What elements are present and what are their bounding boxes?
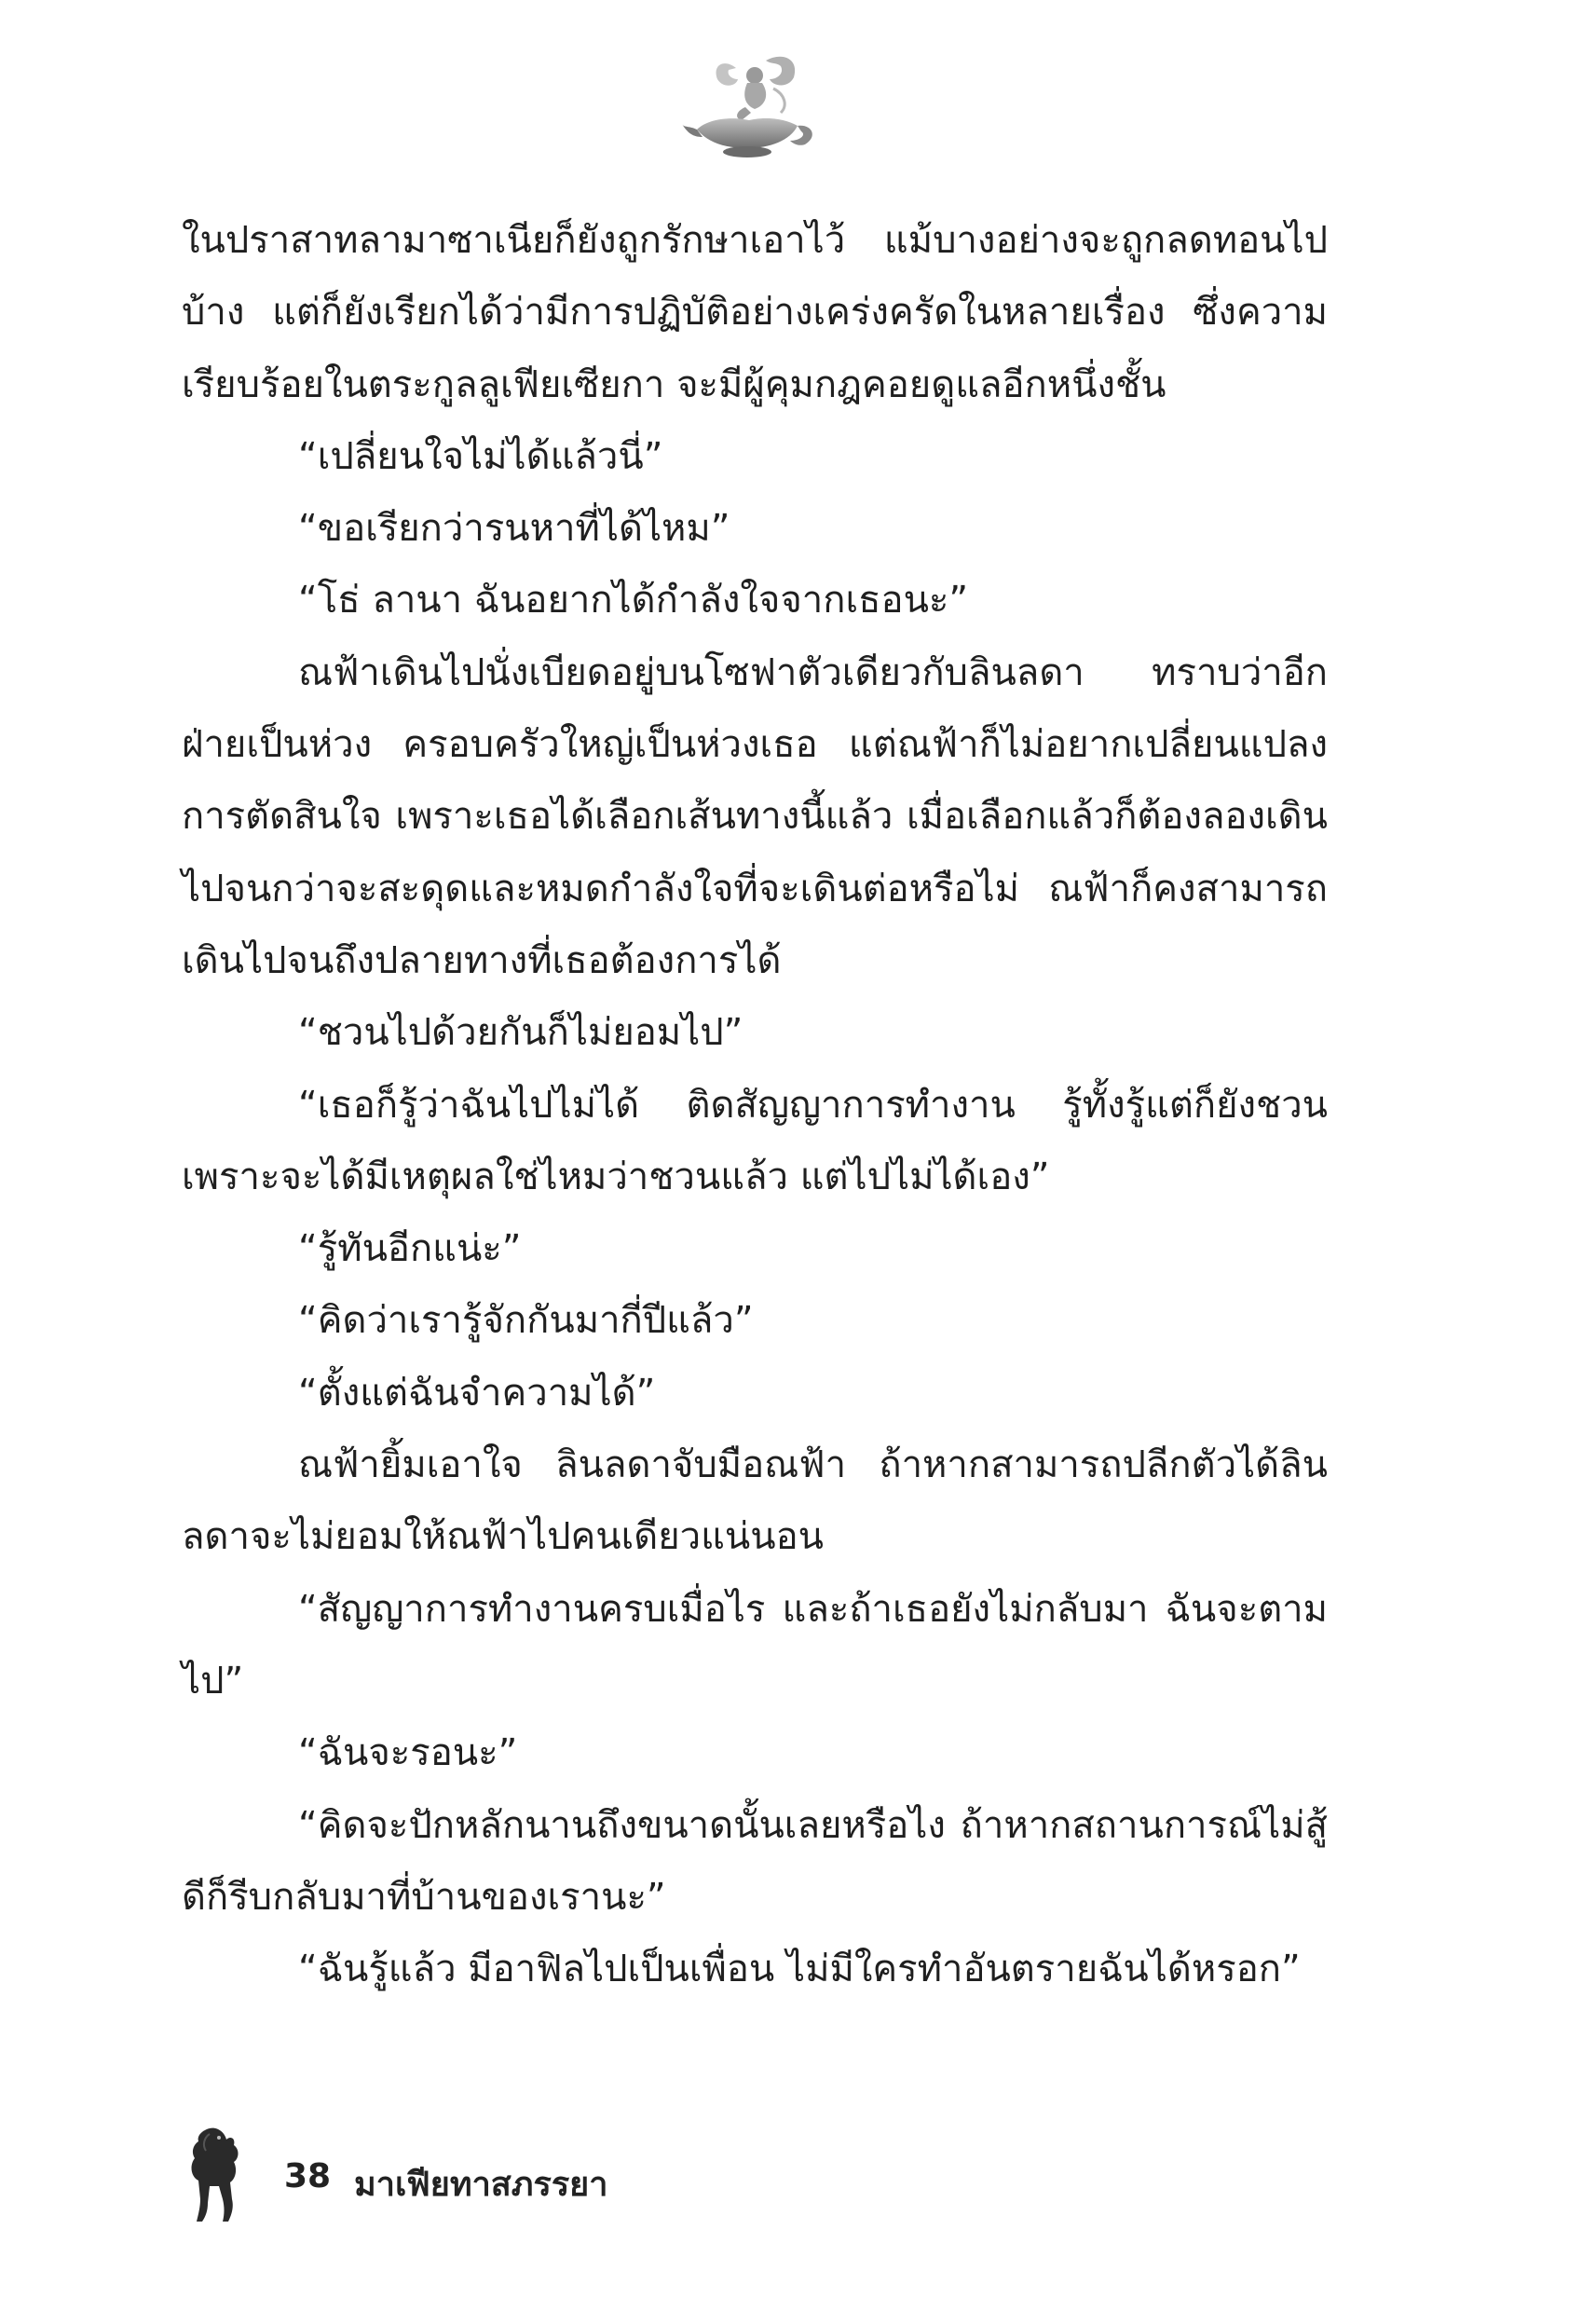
paragraph-9: “คิดว่าเรารู้จักกันมากี่ปีแล้ว” bbox=[298, 1299, 754, 1343]
horse-icon bbox=[182, 2125, 247, 2225]
paragraph-7: “เธอก็รู้ว่าฉันไปไม่ได้ ติดสัญญาการทำงาน รู้ทั้งรู้แต่ก็ยังชวนเพราะจะได้มีเหตุผลใช่ไหมว่าชวนแล้ว แต่ไปไม่ได้เอง” bbox=[182, 1083, 1328, 1198]
paragraph-1: ในปราสาทลามาซาเนียก็ยังถูกรักษาเอาไว้ แม้บางอย่างจะถูกลดทอนไปบ้าง แต่ก็ยังเรียกได้ว่ามีการปฏิบัติอย่างเคร่งครัดในหลายเรื่อง ซึ่งความเรียบร้อยในตระกูลลูเฟียเซียกา จะมีผู้คุมกฎคอยดูแลอีกหนึ่งชั้น bbox=[182, 219, 1328, 406]
paragraph-2: “เปลี่ยนใจไม่ได้แล้วนี่” bbox=[298, 434, 663, 478]
page-footer bbox=[182, 2125, 1020, 2227]
body-text bbox=[182, 205, 1328, 2005]
paragraph-10: “ตั้งแต่ฉันจำความได้” bbox=[298, 1371, 656, 1415]
book-title: มาเฟียทาสภรรยา bbox=[354, 2166, 608, 2204]
cupid-lamp-ornament-icon bbox=[680, 51, 820, 163]
paragraph-8: “รู้ทันอีกแน่ะ” bbox=[298, 1227, 522, 1271]
paragraph-4: “โธ่ ลานา ฉันอยากได้กำลังใจจากเธอนะ” bbox=[298, 579, 969, 622]
paragraph-12: “สัญญาการทำงานครบเมื่อไร และถ้าเธอยังไม่กลับมา ฉันจะตามไป” bbox=[182, 1587, 1328, 1702]
paragraph-14: “คิดจะปักหลักนานถึงขนาดนั้นเลยหรือไง ถ้าหากสถานการณ์ไม่สู้ดีก็รีบกลับมาที่บ้านของเรานะ” bbox=[182, 1803, 1328, 1919]
paragraph-11: ณฟ้ายิ้มเอาใจ ลินลดาจับมือณฟ้า ถ้าหากสามารถปลีกตัวได้ลินลดาจะไม่ยอมให้ณฟ้าไปคนเดียวแน่นอน bbox=[182, 1443, 1328, 1559]
paragraph-5: ณฟ้าเดินไปนั่งเบียดอยู่บนโซฟาตัวเดียวกับลินลดา ทราบว่าอีกฝ่ายเป็นห่วง ครอบครัวใหญ่เป็นห่วงเธอ แต่ณฟ้าก็ไม่อยากเปลี่ยนแปลงการตัดสินใจ เพราะเธอได้เลือกเส้นทางนี้แล้ว เมื่อเลือกแล้วก็ต้องลองเดินไปจนกว่าจะสะดุดและหมดกำลังใจที่จะเดินต่อหรือไม่ ณฟ้าก็คงสามารถเดินไปจนถึงปลายทางที่เธอต้องการได้ bbox=[182, 650, 1328, 982]
paragraph-3: “ขอเรียกว่ารนหาที่ได้ไหม” bbox=[298, 507, 730, 551]
paragraph-6: “ชวนไปด้วยกันก็ไม่ยอมไป” bbox=[298, 1011, 743, 1055]
paragraph-15: “ฉันรู้แล้ว มีอาฟิลไปเป็นเพื่อน ไม่มีใครทำอันตรายฉันได้หรอก” bbox=[298, 1948, 1301, 1991]
paragraph-13: “ฉันจะรอนะ” bbox=[298, 1731, 518, 1775]
page-number: 38 bbox=[284, 2157, 332, 2195]
